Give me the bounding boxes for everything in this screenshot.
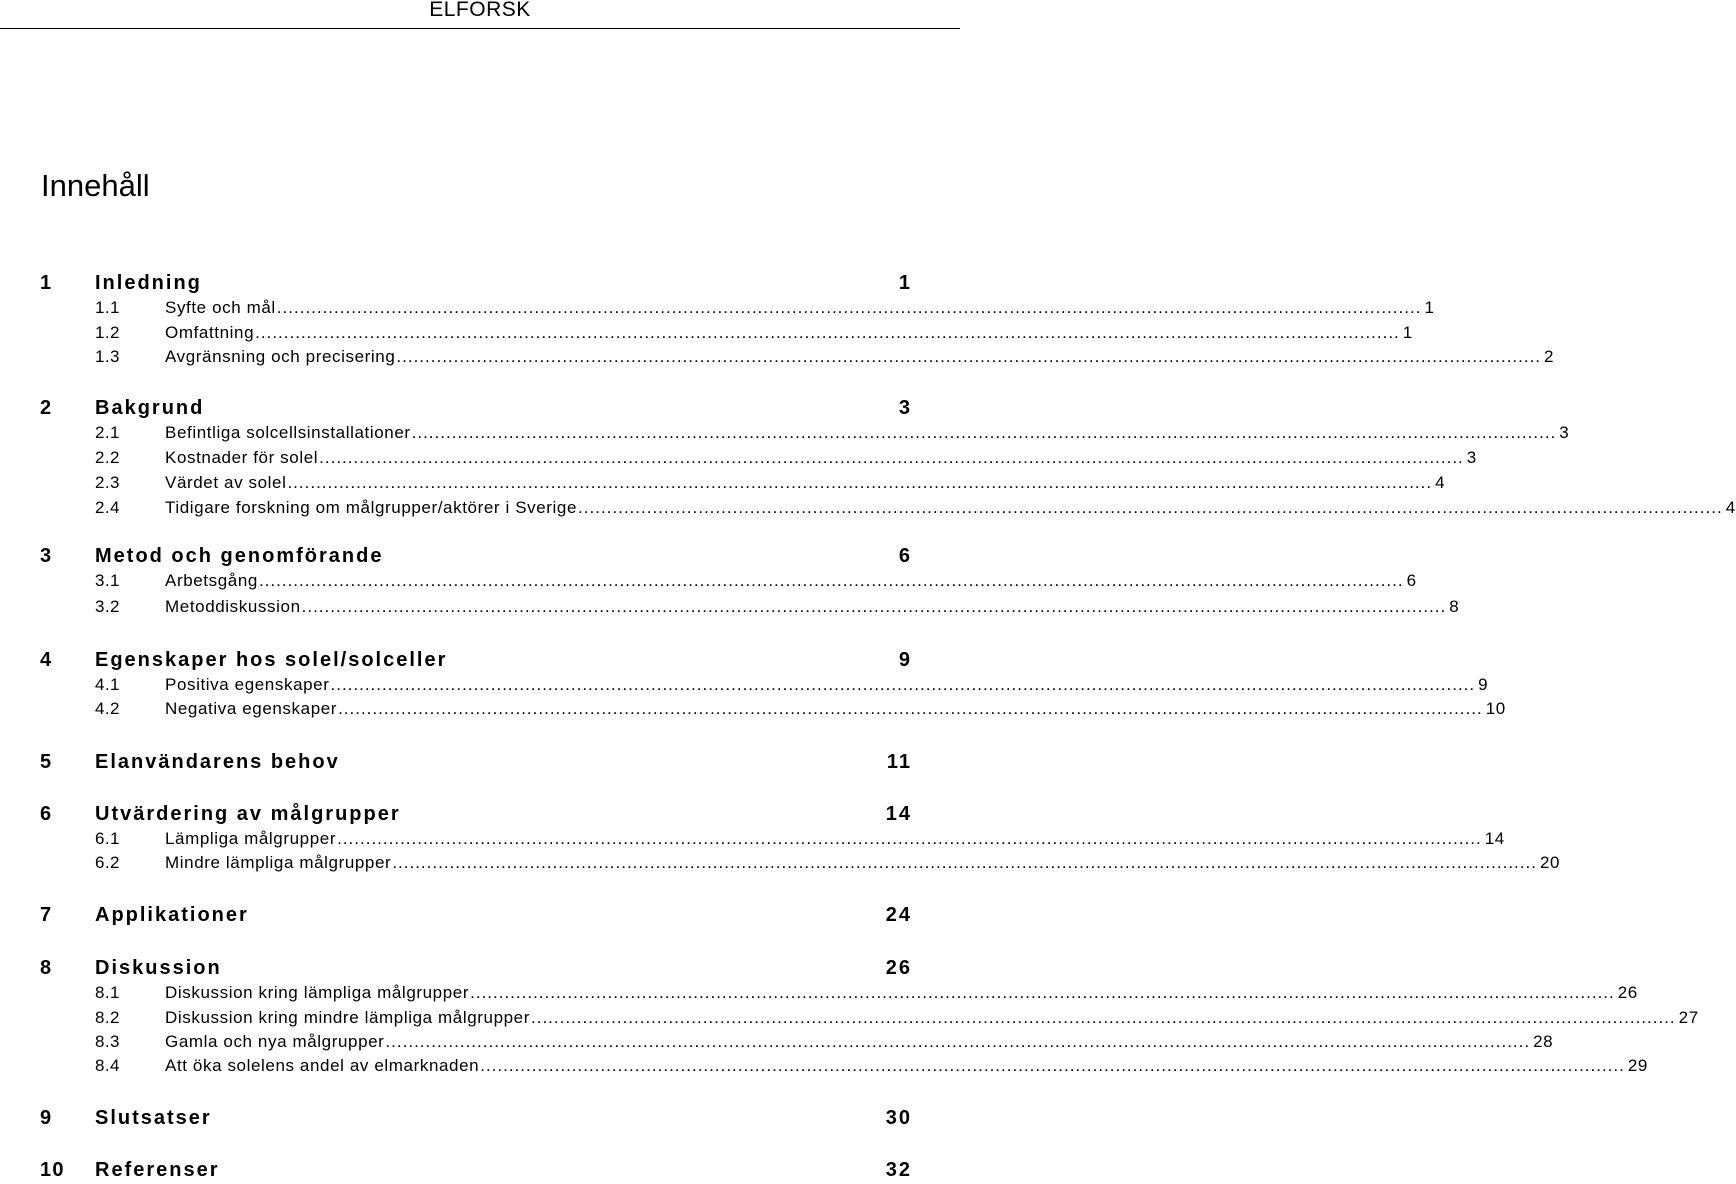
dot-leader: ........................................................................................................................................................................................................ [470,983,1615,1002]
section-page-number: 3 [1466,448,1477,467]
chapter-title: Utvärdering av målgrupper [95,803,401,825]
chapter-number: 8 [40,957,53,979]
dot-leader: ........................................................................................................................................................................................................ [392,853,1537,872]
section-title: Syfte och mål [165,298,276,317]
section-number: 4.1 [95,675,120,694]
toc-heading: Innehåll [41,168,150,203]
section-title: Diskussion kring lämpliga målgrupper [165,983,470,1002]
chapter-page-number: 11 [886,751,912,773]
section-page-number: 10 [1485,699,1506,718]
chapter-number: 3 [40,545,53,567]
chapter-page-number: 6 [898,545,912,567]
section-title: Omfattning [165,323,255,342]
section-entry [165,1008,1699,1028]
section-title: Kostnader för solel [165,448,319,467]
section-page-number: 4 [1435,473,1446,492]
section-title: Tidigare forskning om målgrupper/aktörer i Sverige [165,498,578,517]
chapter-number: 1 [40,272,53,294]
section-number: 1.3 [95,347,120,366]
page-header [0,0,960,29]
section-page-number: 1 [1424,298,1435,317]
dot-leader: ........................................................................................................................................................................................................ [385,1032,1531,1051]
section-entry [165,473,1446,493]
chapter-page-number: 30 [885,1107,912,1129]
dot-leader: ........................................................................................................................................................................................................ [287,473,1433,492]
section-title: Gamla och nya målgrupper [165,1032,385,1051]
chapter-number: 7 [40,904,53,926]
section-number: 2.4 [95,498,120,517]
section-entry [165,298,1435,318]
section-entry [165,675,1489,695]
section-page-number: 28 [1533,1032,1554,1051]
section-page-number: 6 [1406,571,1417,590]
chapter-page-number: 1 [898,272,912,294]
section-entry [165,323,1413,343]
section-title: Metoddiskussion [165,597,301,616]
dot-leader: ........................................................................................................................................................................................................ [258,571,1404,590]
section-page-number: 29 [1627,1056,1648,1075]
section-number: 3.1 [95,571,120,590]
dot-leader: ........................................................................................................................................................................................................ [330,675,1476,694]
chapter-title: Slutsatser [95,1107,212,1129]
section-page-number: 2 [1544,347,1555,366]
dot-leader: ........................................................................................................................................................................................................ [338,699,1483,718]
section-number: 8.2 [95,1008,120,1027]
section-page-number: 14 [1484,829,1505,848]
section-title: Diskussion kring mindre lämpliga målgrupper [165,1008,530,1027]
section-page-number: 9 [1478,675,1489,694]
chapter-number: 9 [40,1107,53,1129]
section-entry [165,571,1417,591]
dot-leader: ........................................................................................................................................................................................................ [301,597,1447,616]
dot-leader: ........................................................................................................................................................................................................ [396,347,1542,366]
chapter-number: 5 [40,751,53,773]
section-entry [165,448,1477,468]
section-entry [165,597,1460,617]
section-title: Att öka solelens andel av elmarknaden [165,1056,480,1075]
chapter-title: Elanvändarens behov [95,751,340,773]
section-entry [165,498,1736,518]
section-page-number: 8 [1449,597,1460,616]
chapter-number: 6 [40,803,53,825]
header-title: ELFORSK [429,0,531,21]
section-number: 1.2 [95,323,120,342]
section-entry [165,347,1555,367]
section-title: Arbetsgång [165,571,258,590]
chapter-title: Egenskaper hos solel/solceller [95,649,448,671]
section-entry [165,423,1570,443]
section-number: 3.2 [95,597,120,616]
chapter-title: Diskussion [95,957,222,979]
section-number: 8.3 [95,1032,120,1051]
chapter-page-number: 26 [885,957,912,979]
chapter-number: 4 [40,649,53,671]
chapter-number: 2 [40,397,53,419]
dot-leader: ........................................................................................................................................................................................................ [255,323,1400,342]
section-title: Avgränsning och precisering [165,347,396,366]
section-entry [165,983,1638,1003]
section-title: Positiva egenskaper [165,675,330,694]
dot-leader: ........................................................................................................................................................................................................ [480,1056,1625,1075]
chapter-page-number: 24 [885,904,912,926]
section-title: Lämpliga målgrupper [165,829,337,848]
dot-leader: ........................................................................................................................................................................................................ [578,498,1723,517]
chapter-title: Referenser [95,1159,220,1181]
dot-leader: ........................................................................................................................................................................................................ [276,298,1422,317]
section-entry [165,1032,1554,1052]
section-entry [165,853,1561,873]
section-number: 4.2 [95,699,120,718]
chapter-page-number: 9 [898,649,912,671]
section-number: 8.1 [95,983,120,1002]
section-page-number: 3 [1559,423,1570,442]
chapter-title: Applikationer [95,904,249,926]
chapter-page-number: 32 [885,1159,912,1181]
section-page-number: 20 [1539,853,1561,872]
chapter-page-number: 14 [885,803,912,825]
section-number: 2.1 [95,423,120,442]
section-page-number: 1 [1402,323,1413,342]
section-number: 2.2 [95,448,120,467]
chapter-page-number: 3 [898,397,912,419]
dot-leader: ........................................................................................................................................................................................................ [531,1008,1676,1027]
section-page-number: 26 [1617,983,1638,1002]
chapter-number: 10 [40,1159,65,1181]
section-entry [165,1056,1648,1076]
section-page-number: 4 [1725,498,1736,517]
section-entry [165,699,1506,719]
section-title: Värdet av solel [165,473,287,492]
dot-leader: ........................................................................................................................................................................................................ [411,423,1557,442]
chapter-title: Metod och genomförande [95,545,384,567]
chapter-title: Bakgrund [95,397,205,419]
section-page-number: 27 [1678,1008,1699,1027]
section-number: 2.3 [95,473,120,492]
section-title: Negativa egenskaper [165,699,338,718]
section-entry [165,829,1505,849]
section-number: 1.1 [95,298,120,317]
section-number: 8.4 [95,1056,120,1075]
section-title: Mindre lämpliga målgrupper [165,853,392,872]
section-number: 6.2 [95,853,120,872]
chapter-title: Inledning [95,272,202,294]
section-title: Befintliga solcellsinstallationer [165,423,411,442]
section-number: 6.1 [95,829,120,848]
dot-leader: ........................................................................................................................................................................................................ [337,829,1482,848]
dot-leader: ........................................................................................................................................................................................................ [319,448,1464,467]
